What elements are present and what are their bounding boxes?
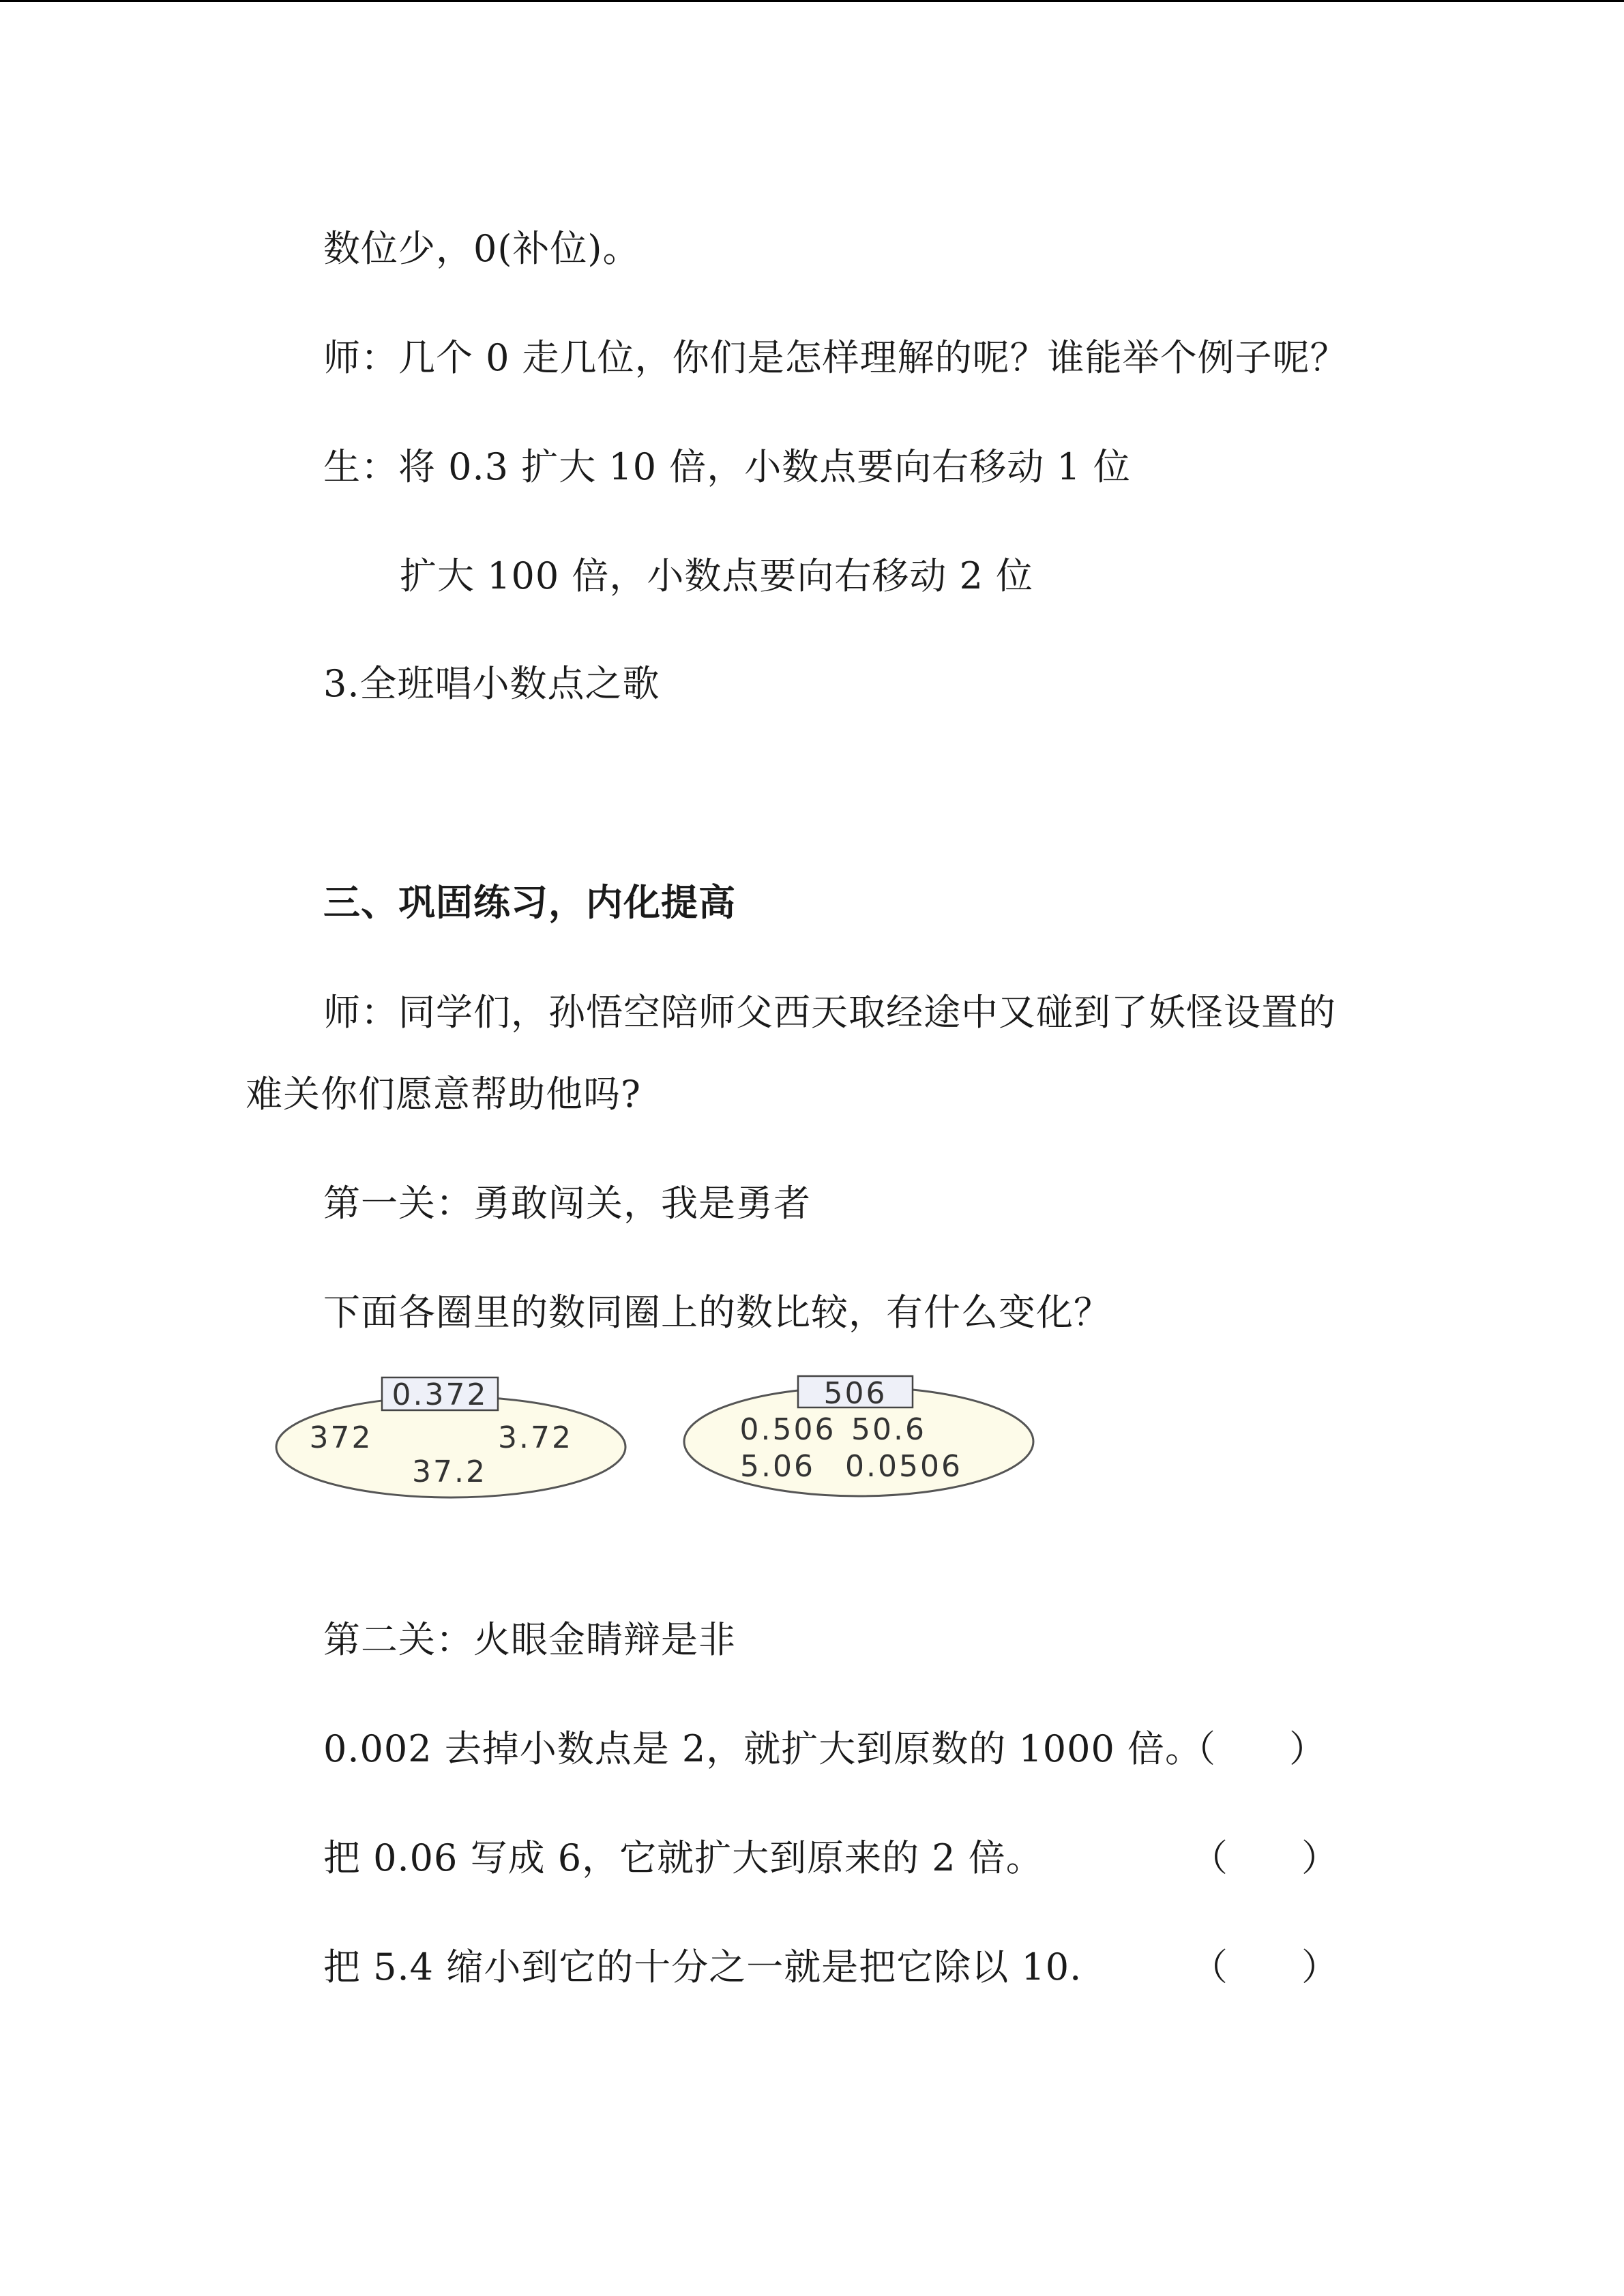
top-border [0, 0, 1624, 2]
answer-bracket-1[interactable]: （ ） [1179, 1727, 1326, 1770]
true-false-item-1: 0.002 去掉小数点是 2，就扩大到原数的 1000 倍。 [323, 1727, 1203, 1770]
circle-number: 50.6 [851, 1412, 926, 1447]
number-circle-1 [269, 1371, 638, 1507]
number-circle-2 [679, 1371, 1047, 1507]
true-false-item-3: 把 5.4 缩小到它的十分之一就是把它除以 10. [323, 1945, 1082, 1988]
level1-title: 第一关：勇敢闯关，我是勇者 [323, 1182, 811, 1225]
circle-number: 372 [309, 1420, 373, 1455]
answer-bracket-2[interactable]: （ ） [1191, 1836, 1338, 1879]
answer-bracket-3[interactable]: （ ） [1191, 1945, 1338, 1988]
paragraph-fill-zero: 数位少，0(补位)。 [323, 227, 640, 270]
circle-number: 0.506 [739, 1412, 836, 1447]
circle-number: 37.2 [412, 1455, 487, 1489]
circle-number: 0.0506 [845, 1449, 962, 1484]
intro-line-2: 难关你们愿意帮助他吗? [246, 1073, 641, 1116]
paragraph-class-song: 3.全班唱小数点之歌 [323, 662, 660, 705]
circle-number: 5.06 [740, 1449, 815, 1484]
circle-label: 506 [823, 1376, 887, 1411]
intro-line-1: 师：同学们，孙悟空陪师父西天取经途中又碰到了妖怪设置的 [323, 991, 1336, 1034]
circle-number: 3.72 [498, 1420, 573, 1455]
circle-label: 0.372 [392, 1377, 488, 1412]
true-false-item-2: 把 0.06 写成 6，它就扩大到原来的 2 倍。 [323, 1836, 1044, 1879]
paragraph-student-answer: 生：将 0.3 扩大 10 倍，小数点要向右移动 1 位 [323, 445, 1131, 488]
paragraph-student-answer-cont: 扩大 100 倍，小数点要向右移动 2 位 [400, 554, 1034, 597]
paragraph-teacher-question: 师：几个 0 走几位，你们是怎样理解的呢？谁能举个例子呢？ [323, 336, 1348, 379]
level1-question: 下面各圈里的数同圈上的数比较，有什么变化？ [323, 1291, 1111, 1334]
level2-title: 第二关：火眼金睛辩是非 [323, 1618, 736, 1661]
section-heading: 三、巩固练习，内化提高 [323, 880, 736, 924]
